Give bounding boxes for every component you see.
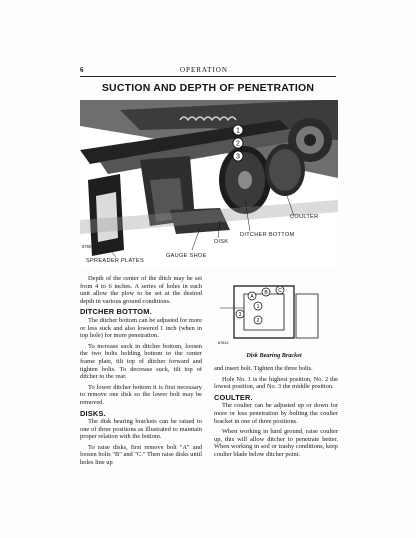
heading-coulter: COULTER. (214, 392, 253, 402)
bracket-marker-a (248, 292, 256, 300)
paragraph-insert-bolt: and insert bolt. Tighten the three bolts. (214, 365, 313, 372)
paragraph-disk-brackets: The disk bearing brackets can be raised to one of three positions as illustrated to maintain proper relation with the bottom. (80, 418, 202, 441)
paragraph-depth: Depth of the center of the ditch may be set from 4 to 6 inches. A series of holes in each unit allow the plow to be set at the desired depth in various ground conditions. (80, 275, 202, 305)
hole-marker-1 (233, 125, 243, 135)
svg-text:2: 2 (256, 318, 260, 324)
header-rule (80, 76, 336, 77)
hole-marker-3 (233, 151, 243, 161)
bracket-marker-c (276, 286, 284, 294)
page-title: SUCTION AND DEPTH OF PENETRATION (101, 82, 315, 94)
svg-text:C: C (278, 288, 282, 294)
bracket-marker-b (262, 288, 270, 296)
disk-bearing-bracket-figure (214, 280, 334, 350)
callout-spreader-plates: SPREADER PLATES (86, 258, 144, 264)
callout-coulter: COULTER (290, 214, 319, 220)
paragraph-ditcher-adjust: The ditcher bottom can be adjusted for more or less suck and also lowered 1 inch (when in top hole) for more penetration. (80, 316, 202, 340)
svg-text:B: B (264, 290, 268, 296)
svg-text:3: 3 (236, 153, 240, 161)
bracket-caption: Disk Bearing Bracket (246, 352, 302, 359)
paragraph-lower-ditcher: To lower ditcher bottom it is first necessary to remove one disk so the lower bolt may be removed. (80, 383, 202, 406)
svg-text:2: 2 (236, 140, 240, 148)
svg-text:A: A (250, 294, 254, 300)
plow-photo (80, 100, 338, 268)
paragraph-hole-positions: Hole No. 1 is the highest position, No. 2 the lowest position, and No. 3 the middle position. (214, 375, 338, 391)
page-number: 6 (80, 66, 84, 74)
figure-number-bracket: 67612 (218, 341, 229, 345)
svg-text:1: 1 (236, 127, 240, 135)
heading-disks: DISKS. (80, 408, 106, 418)
paragraph-coulter-adjust: The coulter can be adjusted up or down for more or less penetration by bolting the coulter bracket in one of three positions. (214, 402, 338, 425)
paragraph-hard-ground: When working in hard ground, raise coulter up, this will allow ditcher to penetrate better. When working in sod or trashy conditions, keep coulter blade below ditcher point. (214, 428, 338, 458)
heading-ditcher-bottom: DITCHER BOTTOM. (80, 307, 152, 317)
svg-text:1: 1 (256, 304, 260, 310)
bracket-marker-2 (254, 316, 262, 324)
bracket-marker-1 (254, 302, 262, 310)
right-column (214, 365, 338, 462)
paragraph-increase-suck: To increase suck in ditcher bottom, loosen the two bolts holding bottom to the center frame plate, tilt top of ditcher forward and tighten bolts. To decrease suck, tilt top of ditcher to the rear. (80, 342, 202, 381)
left-column (80, 275, 202, 470)
callout-disk: DISK (214, 239, 229, 245)
section-header: OPERATION (180, 66, 228, 74)
hole-marker-2 (233, 138, 243, 148)
bracket-marker-3 (236, 310, 244, 318)
svg-text:3: 3 (238, 312, 242, 318)
callout-ditcher-bottom: DITCHER BOTTOM (240, 232, 295, 238)
paragraph-raise-disks: To raise disks, first remove bolt "A" and loosen bolts "B" and "C." Then raise disks until holes line up (80, 443, 202, 467)
callout-gauge-shoe: GAUGE SHOE (166, 253, 207, 259)
figure-number-main: 67609 (82, 244, 94, 249)
